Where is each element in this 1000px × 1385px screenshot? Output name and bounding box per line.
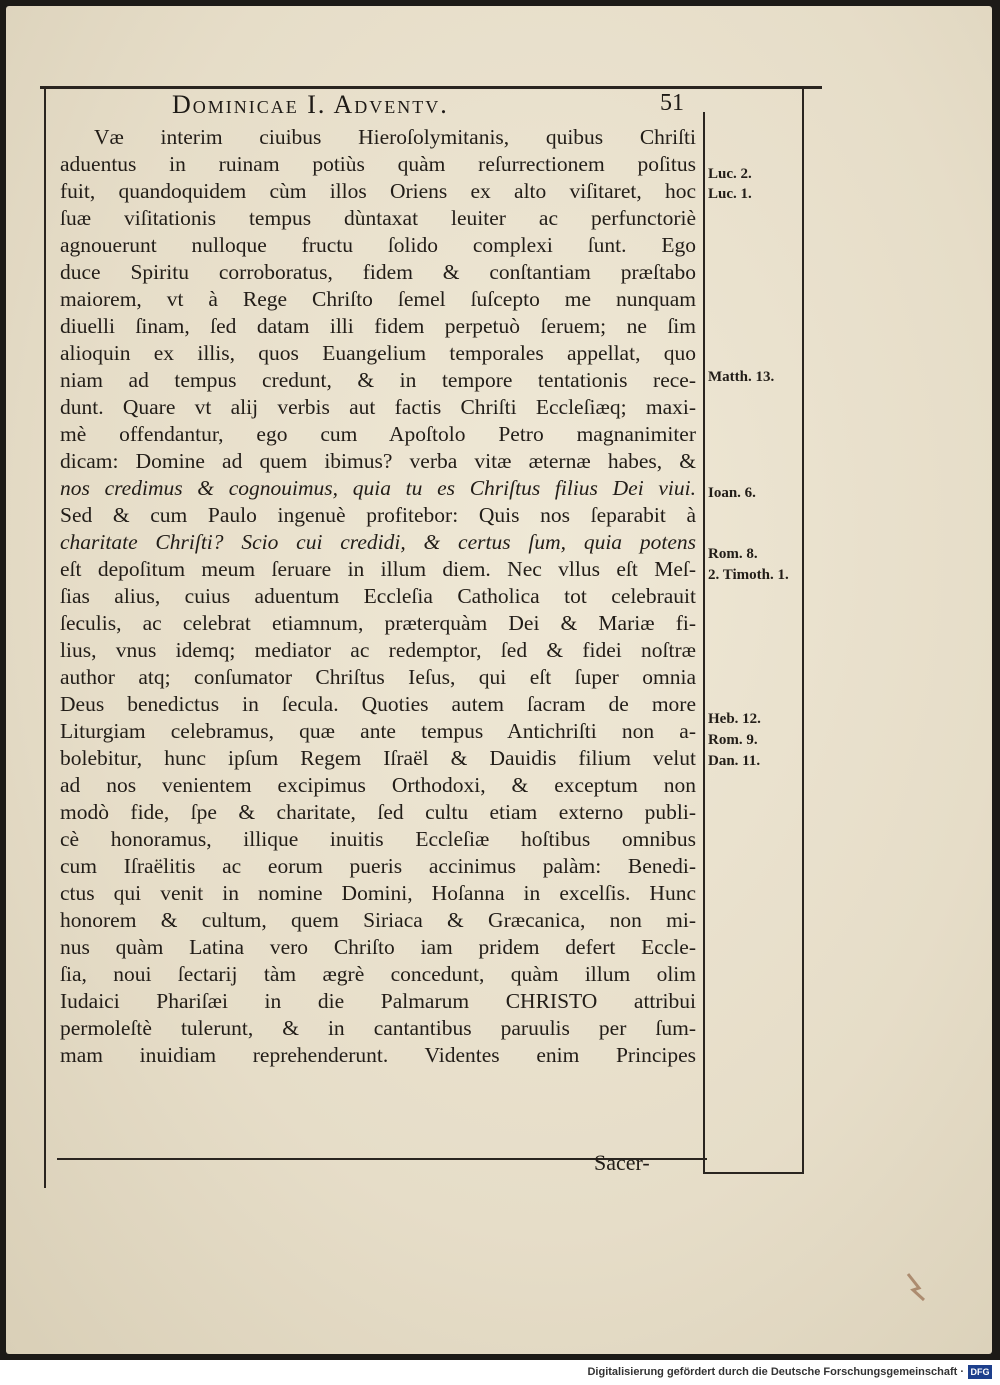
dfg-logo: DFG: [968, 1365, 992, 1379]
margin-note: Rom. 8.: [708, 546, 758, 562]
text-line: nus quàm Latina vero Chriſto iam pridem defert Eccle-: [60, 935, 696, 959]
margin-divider-rule: [703, 112, 705, 1172]
left-border-rule: [44, 88, 46, 1188]
margin-note: Matth. 13.: [708, 369, 775, 385]
margin-note: Heb. 12.: [708, 711, 761, 727]
text-line: diuelli ſinam, ſed datam illi fidem perpetuò ſeruem; ne ſim: [60, 314, 696, 338]
margin-note: Luc. 2.: [708, 166, 752, 182]
margin-note: Dan. 11.: [708, 753, 761, 769]
text-line: niam ad tempus credunt, & in tempore tentationis rece-: [60, 368, 696, 392]
text-line: modò fide, ſpe & charitate, ſed cultu etiam externo publi-: [60, 800, 696, 824]
text-line: dunt. Quare vt alij verbis aut factis Chriſti Eccleſiæq; maxi-: [60, 395, 696, 419]
text-line: aduentus in ruinam potiùs quàm reſurrectionem poſitus: [60, 152, 696, 176]
text-line: author atq; conſumator Chriſtus Ieſus, qui eſt ſuper omnia: [60, 665, 696, 689]
text-line: ſuæ viſitationis tempus dùntaxat leuiter ac perfunctoriè: [60, 206, 696, 230]
digitization-credit: Digitalisierung gefördert durch die Deutsche Forschungsgemeinschaft ·: [587, 1366, 964, 1378]
text-line: Iudaici Phariſæi in die Palmarum CHRISTO attribui: [60, 989, 696, 1013]
margin-bottom-rule: [703, 1172, 804, 1174]
text-line: ctus qui venit in nomine Domini, Hoſanna in excelſis. Hunc: [60, 881, 696, 905]
text-line: nos credimus & cognouimus, quia tu es Chriſtus filius Dei viui.: [60, 476, 696, 500]
text-line: alioquin ex illis, quos Euangelium temporales appellat, quo: [60, 341, 696, 365]
header-rule: [40, 86, 822, 89]
margin-note: 2. Timoth. 1.: [708, 567, 789, 583]
text-line: Væ interim ciuibus Hieroſolymitanis, quibus Chriſti: [94, 125, 696, 149]
body-text: [60, 124, 696, 1069]
text-line: lius, vnus idemq; mediator ac redemptor, ſed & fidei noſtræ: [60, 638, 696, 662]
right-border-rule: [802, 86, 804, 1173]
text-line: permoleſtè tulerunt, & in cantantibus paruulis per ſum-: [60, 1016, 696, 1040]
text-line: dicam: Domine ad quem ibimus? verba vitæ æternæ habes, &: [60, 449, 696, 473]
text-line: bolebitur, hunc ipſum Regem Iſraël & Dauidis filium velut: [60, 746, 696, 770]
text-line: Sed & cum Paulo ingenuè profitebor: Quis nos ſeparabit à: [60, 503, 696, 527]
margin-note: Rom. 9.: [708, 732, 758, 748]
catchword: Sacer-: [594, 1150, 650, 1175]
text-line: Deus benedictus in ſecula. Quoties autem ſacram de more: [60, 692, 696, 716]
text-line: agnouerunt nulloque fructu ſolido complexi ſunt. Ego: [60, 233, 696, 257]
text-line: charitate Chriſti? Scio cui credidi, & certus ſum, quia potens: [60, 530, 696, 554]
margin-note: Ioan. 6.: [708, 485, 756, 501]
margin-note: Luc. 1.: [708, 186, 752, 202]
text-line: fuit, quandoquidem cùm illos Oriens ex alto viſitaret, hoc: [60, 179, 696, 203]
text-line: duce Spiritu corroboratus, fidem & conſtantiam præſtabo: [60, 260, 696, 284]
text-line: eſt depoſitum meum ſeruare in illum diem. Nec vllus eſt Meſ-: [60, 557, 696, 581]
text-line: ſias alius, cuius aduentum Eccleſia Catholica tot celebrauit: [60, 584, 696, 608]
text-line: mè offendantur, ego cum Apoſtolo Petro magnanimiter: [60, 422, 696, 446]
page-number: 51: [660, 90, 684, 116]
text-line: cè honoramus, illique inuitis Eccleſiæ hoſtibus omnibus: [60, 827, 696, 851]
running-head: Dominicae I. Adventv.: [172, 90, 449, 119]
text-line: ad nos venientem excipimus Orthodoxi, & exceptum non: [60, 773, 696, 797]
text-line: cum Iſraëlitis ac eorum pueris accinimus palàm: Benedi-: [60, 854, 696, 878]
text-line: mam inuidiam reprehenderunt. Videntes enim Principes: [60, 1043, 696, 1067]
text-line: ſia, noui ſectarij tàm ægrè concedunt, quàm illum olim: [60, 962, 696, 986]
ink-mark-icon: [905, 1272, 927, 1302]
text-line: maiorem, vt à Rege Chriſto ſemel ſuſcepto me nunquam: [60, 287, 696, 311]
text-line: Liturgiam celebramus, quæ ante tempus Antichriſti non a-: [60, 719, 696, 743]
text-line: ſeculis, ac celebrat etiamnum, præterquàm Dei & Mariæ fi-: [60, 611, 696, 635]
text-line: honorem & cultum, quem Siriaca & Græcanica, non mi-: [60, 908, 696, 932]
